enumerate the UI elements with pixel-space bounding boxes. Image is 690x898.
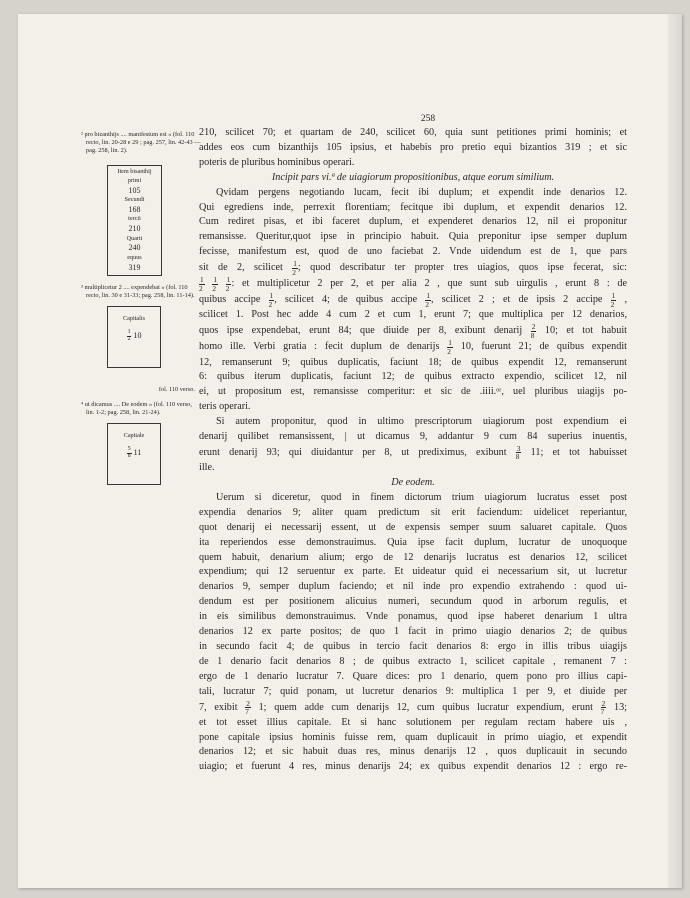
text-line: expendium; qui 12 seruentur ex parte. Et uideatur quid ei necessarium sit, ut lucretur xyxy=(199,566,627,578)
fraction: $\frac{3}{8}$ xyxy=(515,443,521,462)
text-line: Si autem proponitur, quod in ultimo prescriptorum uiagiorum post expendium ei xyxy=(216,416,627,428)
text-line: poteris de pluribus hominibus operari. xyxy=(199,156,355,168)
text-line: quibus accipe $\frac{1}{2}$ , scilicet 4; de quibus accipe $\frac{1}{2}$ , scilicet 2 ; et de ipsis 2 accipe $\frac{1}{2}$ , xyxy=(199,291,628,309)
fraction: $\frac{1}{2}$ xyxy=(199,275,204,293)
page-number: 258 xyxy=(420,114,436,124)
text-line: remansisse. Queritur,quot ipse in principio habuit. Quia preponitur ipse semper duplum xyxy=(199,231,627,243)
text-line: Qui egrediens inde, perrexit florentiam; fecitque ibi duplum, et expendit denarios 12. xyxy=(199,201,627,213)
text-line: homo ille. Verbi gratia : fecit duplum de denarijs $\frac{1}{2}$ 10, fuerunt 21; de quibus expendit xyxy=(199,338,627,356)
margin-note-3: ⁴ ut dicamus .... De eodem » (fol. 110 verso, lin. 1-2; pag. 258, lin. 21-24). xyxy=(81,401,192,417)
fraction: $\frac{2}{8}$ xyxy=(530,322,536,340)
fraction: $\frac{5}{8}$ xyxy=(127,446,131,459)
fraction: $\frac{1}{2}$ xyxy=(610,291,616,309)
text-line: ei, ut propositum est, remansisse comperitur: et sic de .iiii.ᵒʳ, uel pluribus uiagijs po- xyxy=(199,386,627,398)
text-line: expendia denarios 9; aliter quam predictum sit erit faciendum: uidelicet reperiantur, xyxy=(199,506,627,518)
text-line: fecisse, manifestum est, quod de uno faciebat 2. Vnde uidendum est de 1, que pars xyxy=(199,246,627,258)
text-line: denarios 9, semper duplum faciendo; et nil inde pro expendio extrahendo : quod ui- xyxy=(199,581,627,593)
folio-marker: fol. 110 verso. xyxy=(158,386,195,394)
fraction: $\frac{1}{2}$ xyxy=(447,338,452,356)
box-value: $\frac{1}{2}$ 10 xyxy=(127,329,142,342)
fraction: $\frac{1}{2}$ xyxy=(292,259,297,277)
fraction: $\frac{1}{2}$ xyxy=(212,275,218,293)
box-line: primi xyxy=(127,176,142,184)
margin-note-1: ² pro bizanthijs .... manifestum est » (fol. 110 recto, lin. 20-28 e 29 ; pag. 257, lin. 42-43 — pag. 258, lin. 2). xyxy=(81,131,201,154)
fraction: $\frac{1}{2}$ xyxy=(127,329,131,342)
box-value: 240 xyxy=(128,243,141,253)
fraction: $\frac{1}{2}$ xyxy=(425,291,431,309)
fraction: $\frac{2}{7}$ xyxy=(245,698,250,716)
box-line: equus xyxy=(127,253,142,261)
text-line: ergo de 1 denario lucratur 7. Quare dices: pro 1 denario, quem pono pro illius capi- xyxy=(199,670,627,682)
text-line: uiagio; et fuerunt 4 res, minus denarijs 24; ex quibus expendit denarios 12 : ergo re- xyxy=(199,761,627,773)
text-line: quot denarij ei necessarij essent, ut de expensis semper suum saluaret capitale. Quos xyxy=(199,521,627,533)
margin-box-capitalis xyxy=(107,306,161,368)
section-heading: De eodem. xyxy=(391,476,435,488)
text-line: denarios 12 ex parte positos; de quo 1 facit in primo uiagio denarios 2; de quibus xyxy=(199,626,627,638)
text-line: 12, remanserunt 9; quibus duplicatis, faciunt 18; de quibus expendit 12, remanserunt xyxy=(199,356,627,368)
box-value: 319 xyxy=(128,262,141,272)
box-value: 210 xyxy=(128,224,141,234)
text-line: Qvidam pergens negotiando lucam, fecit ibi duplum; et expendit inde denarios 12. xyxy=(216,186,627,198)
text-line: denarios 12; et sic habuit duas res, minus denarijs 12 , quos duplicauit in secundo xyxy=(199,746,627,758)
fraction: $\frac{1}{2}$ xyxy=(268,291,274,309)
margin-column xyxy=(81,131,201,485)
fraction: $\frac{2}{7}$ xyxy=(600,698,606,716)
text-line: tali, lucratur 7; quid ponam, ut lucretur denarios 9: multiplica 1 per 9, et diuide per xyxy=(199,685,627,697)
text-line: quos ipse expendebat, erunt 84; que diuide per 8, exibunt denarij $\frac{2}{8}$ 10; et tot habuit xyxy=(199,322,628,340)
text-line: ita reperiendos esse demonstrauimus. Quia ipse facit duplum, lucratur de unoquoque xyxy=(199,536,627,548)
margin-note-2: ³ multiplicetur 2 .... expendebat » (fol. 110 recto, lin. 30 e 31-33; pag. 258, lin. 11-14). xyxy=(81,284,195,300)
margin-box-capitale xyxy=(107,423,161,485)
text-line: quem habuit, denarium alium; ergo de 12 denarijs lucratus est denarios 12, scilicet xyxy=(199,551,627,563)
text-line: teris operari. xyxy=(199,401,251,413)
box-line: Quarti xyxy=(126,234,143,242)
text-line: denarij quilibet remansissent, | ut dicamus 9, addantur 9 cum 84 superius inuentis, xyxy=(199,431,627,443)
text-line: scilicet 1. Post hec adde 4 cum 2 et cum 1, erunt 7; que multiplica per 12 denarios, xyxy=(199,309,627,321)
text-line: in eis similibus demonstrauimus. Vnde ponamus, quod ipse haberet denarium 1 ultra xyxy=(199,611,627,623)
main-text xyxy=(199,126,627,775)
text-line: de 1 denario facit denarios 8 ; de quibus extracto 1, scilicet capitale , remanent 7 : xyxy=(199,655,627,667)
text-line: 6: quibus iterum duplicatis, faciunt 12; de quibus extracto expendio, scilicet 12, nil xyxy=(199,371,627,383)
text-line: Uerum si diceretur, quod in finem dictorum trium uiagiorum lucratus esset post xyxy=(216,491,627,503)
text-line: $\frac{1}{2}$ $\frac{1}{2}$ $\frac{1}{2}$ : et multiplicetur 2 per 2, et per alia 2 , que sunt sub uirgulis , erunt 8 : de xyxy=(199,275,628,293)
box-line: Item bisanthij xyxy=(117,168,152,175)
text-line: 7, exibit $\frac{2}{7}$ 1; quem adde cum denarijs 12, cum quibus lucratur expendium, erunt $\frac{2}{7}$ 13; xyxy=(199,698,627,716)
text-line: addes eos cum bizanthijs 105 ipsius, et habebis pro pretio equi bizantios 319 ; et sic xyxy=(199,141,627,153)
box-label: Capitale xyxy=(123,432,145,440)
text-line: dendum est per positionem alicuius numeri, secundum quod in arborum regulis, et xyxy=(199,596,627,608)
page-edge xyxy=(668,14,682,888)
fraction: $\frac{1}{2}$ xyxy=(225,275,231,293)
box-value: 168 xyxy=(128,204,141,214)
box-label: Capitalis xyxy=(123,315,145,323)
text-line: et tot esset illius capitale. Et si hanc solutionem per regulam rectam habere uis , xyxy=(199,716,627,728)
text-line: ille. xyxy=(199,462,215,474)
text-line: pone capitale ipsius hominis fuisse rem, quam duplicauit in primo uiagio, et expendit xyxy=(199,731,627,743)
box-value: 105 xyxy=(128,185,141,195)
margin-box-bisanthij xyxy=(107,165,162,276)
box-value: $\frac{5}{8}$ 11 xyxy=(127,446,142,459)
text-line: Cum rediret pisas, et ibi faceret duplum, et expenderet denarios 12, nil ei proponitur xyxy=(199,216,627,228)
text-line: erunt denarij 93; qui diuidantur per 8, ut prediximus, exibunt $\frac{3}{8}$ 11; et tot habuisset xyxy=(199,443,627,462)
text-line: 210, scilicet 70; et quartam de 240, scilicet 60, quia sunt petitiones primi hominis; et xyxy=(199,127,627,138)
text-line: in secundo facit 4; de quibus in tercio facit denarios 8: ergo in illis tribus uiagijs xyxy=(199,640,627,652)
page xyxy=(18,14,682,888)
box-line: Secundi xyxy=(124,196,145,204)
box-line: tercii xyxy=(128,215,141,223)
text-line: sit de 2, scilicet $\frac{1}{2}$ ; quod describatur ter propter tres uiagios, quos ipse fecerat, sic: xyxy=(199,259,627,277)
section-heading: Incipit pars vi.ª de uiagiorum propositionibus, atque eorum similium. xyxy=(271,171,555,183)
